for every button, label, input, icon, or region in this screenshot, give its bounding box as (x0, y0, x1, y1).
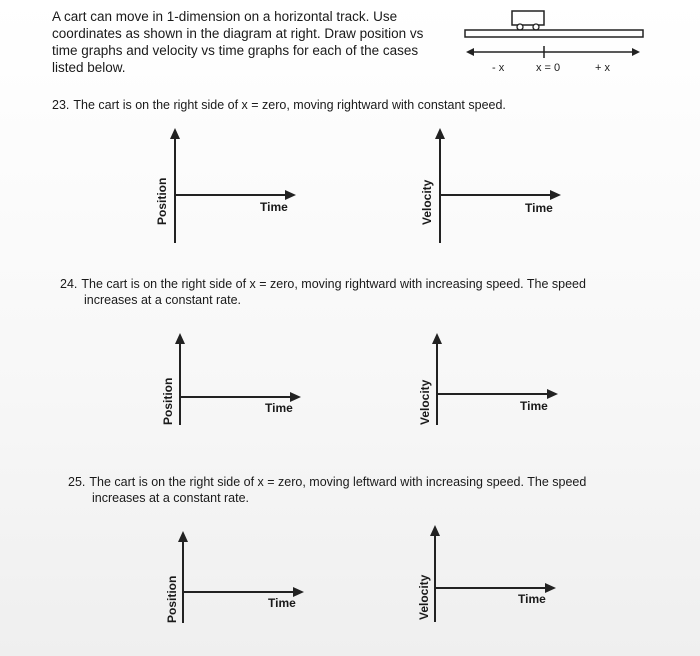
y-axis-label: Position (165, 575, 179, 623)
x-axis-label: Time (265, 401, 293, 415)
cart-wheel-left (517, 24, 523, 30)
x-axis-arrow (545, 583, 556, 593)
question-number: 25. (68, 475, 86, 489)
x-axis-label: Time (260, 200, 288, 214)
neg-x-label: - x (492, 62, 505, 74)
q24-velocity-graph[interactable] (412, 330, 572, 430)
x-axis-arrow (285, 190, 296, 200)
q23-velocity-graph[interactable] (415, 125, 575, 250)
y-axis-arrow (430, 525, 440, 536)
x-axis-label: Time (268, 596, 296, 610)
axes-svg (150, 125, 310, 250)
question-text: The cart is on the right side of x = zero, moving rightward with increasing speed. The speed (81, 277, 586, 291)
axes-svg (158, 528, 318, 628)
axes-svg (410, 522, 570, 628)
y-axis-arrow (170, 128, 180, 139)
y-axis-arrow (175, 333, 185, 344)
axis-arrow-right (632, 48, 640, 56)
y-axis-label: Velocity (420, 179, 434, 225)
question-text: The cart is on the right side of x = zero, moving leftward with increasing speed. The speed (89, 475, 587, 489)
x-axis-label: Time (518, 592, 546, 606)
x-axis-arrow (547, 389, 558, 399)
q25-velocity-graph[interactable] (410, 522, 570, 628)
axes-svg (412, 330, 572, 430)
question-25 (68, 474, 688, 506)
pos-x-label: + x (595, 62, 610, 74)
track-rail (465, 30, 643, 37)
q23-position-graph[interactable] (150, 125, 310, 250)
question-23 (52, 97, 672, 113)
question-24 (60, 276, 680, 308)
y-axis-label: Velocity (418, 379, 432, 425)
question-continuation: increases at a constant rate. (92, 491, 250, 505)
x-axis-label: Time (520, 399, 548, 413)
q25-position-graph[interactable] (158, 528, 318, 628)
y-axis-arrow (432, 333, 442, 344)
axes-svg (155, 330, 315, 430)
y-axis-label: Position (161, 377, 175, 425)
question-number: 24. (60, 277, 78, 291)
cart-wheel-right (533, 24, 539, 30)
y-axis-label: Velocity (417, 574, 431, 620)
question-text: The cart is on the right side of x = zero, moving rightward with constant speed. (73, 98, 506, 112)
cart-body (512, 11, 544, 25)
y-axis-arrow (435, 128, 445, 139)
y-axis-label: Position (155, 177, 169, 225)
track-diagram (460, 8, 650, 78)
zero-x-label: x = 0 (536, 62, 561, 74)
x-axis-arrow (550, 190, 561, 200)
y-axis-arrow (178, 531, 188, 542)
question-continuation: increases at a constant rate. (84, 293, 242, 307)
q24-position-graph[interactable] (155, 330, 315, 430)
axes-svg (415, 125, 575, 250)
question-number: 23. (52, 98, 70, 112)
axis-arrow-left (466, 48, 474, 56)
intro-text: A cart can move in 1-dimension on a horizontal track. Use coordinates as shown in the diagram at right. Draw position vs time graphs and velocity vs time graphs for each of the cases listed below. (52, 9, 424, 75)
x-axis-label: Time (525, 201, 553, 215)
